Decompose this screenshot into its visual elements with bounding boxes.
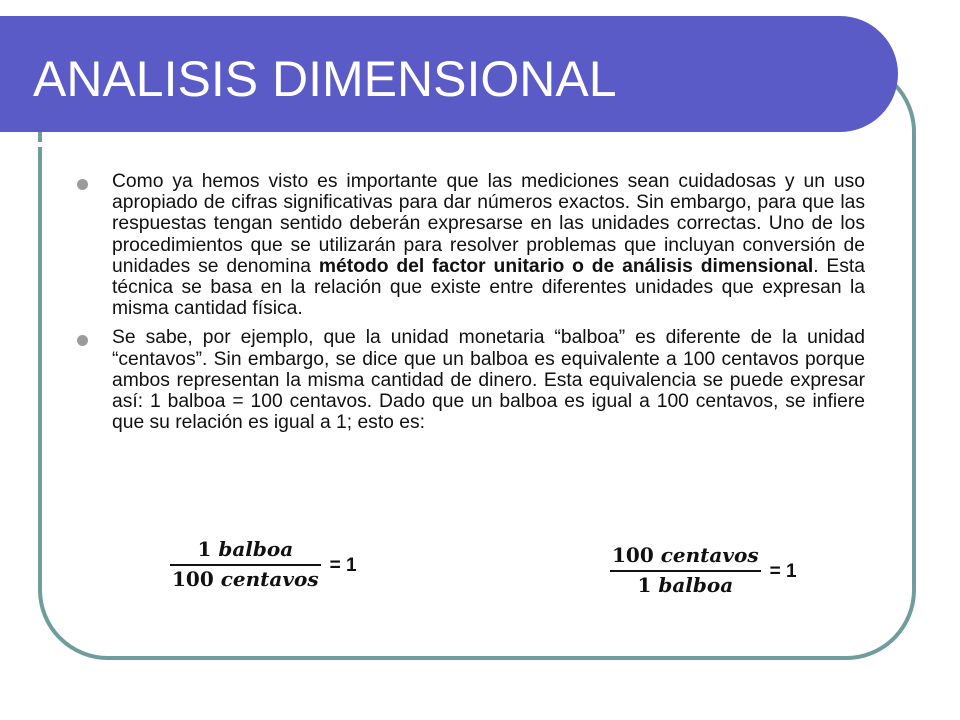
bullet-text-1 bbox=[112, 171, 865, 319]
title-bar bbox=[0, 16, 898, 132]
equals-one: = 1 bbox=[769, 560, 797, 582]
bullet-item-2 bbox=[70, 327, 865, 433]
bullet-1-text-end: . Esta técnica se basa en la relación que existe entre diferentes unidades que expresan la misma cantidad física. bbox=[112, 255, 866, 320]
fraction-centavos-over-balboa bbox=[610, 544, 797, 597]
bullet-1-bold-term: método del factor unitario o de análisis dimensional bbox=[318, 255, 814, 277]
bullet-dot-icon bbox=[77, 179, 88, 190]
fraction-numerator: 100 centavos bbox=[612, 543, 759, 567]
fraction-balboa-over-centavos bbox=[170, 538, 357, 591]
bullet-text-2: Se sabe, por ejemplo, que la unidad monetaria “balboa” es diferente de la unidad “centavos”. Sin embargo, se dice que un balboa es equivalente a 100 centavos porque ambos representan la misma cantidad de dinero. Esta equivalencia se puede expresar así: 1 balboa = 100 centavos. Dado que un balboa es igual a 100 centavos, se infiere que su relación es igual a 1; esto es: bbox=[112, 327, 865, 434]
fraction-denominator: 100 centavos bbox=[172, 567, 319, 591]
equals-one: = 1 bbox=[329, 554, 357, 576]
fraction-numerator: 1 balboa bbox=[197, 537, 294, 561]
fraction-bar bbox=[170, 564, 321, 566]
bullet-1-text-start: Como ya hemos visto es importante que las mediciones sean cuidadosas y un uso apropiado de cifras significativas para dar números exactos. Sin embargo, para que las respuestas tengan sentido deberán expresarse en las unidades correctas. Uno de los procedimientos que se utilizarán para resolver problemas que incluyan conversión de unidades se denomina bbox=[112, 171, 865, 277]
bullet-dot-icon bbox=[77, 335, 88, 346]
bullet-item-1 bbox=[70, 171, 865, 319]
fraction-bar bbox=[610, 570, 761, 572]
slide-content bbox=[70, 171, 865, 441]
fraction bbox=[610, 544, 761, 597]
fraction bbox=[170, 538, 321, 591]
title-underline bbox=[0, 142, 850, 147]
slide-title: ANALISIS DIMENSIONAL bbox=[33, 51, 617, 107]
fraction-denominator: 1 balboa bbox=[637, 573, 734, 597]
